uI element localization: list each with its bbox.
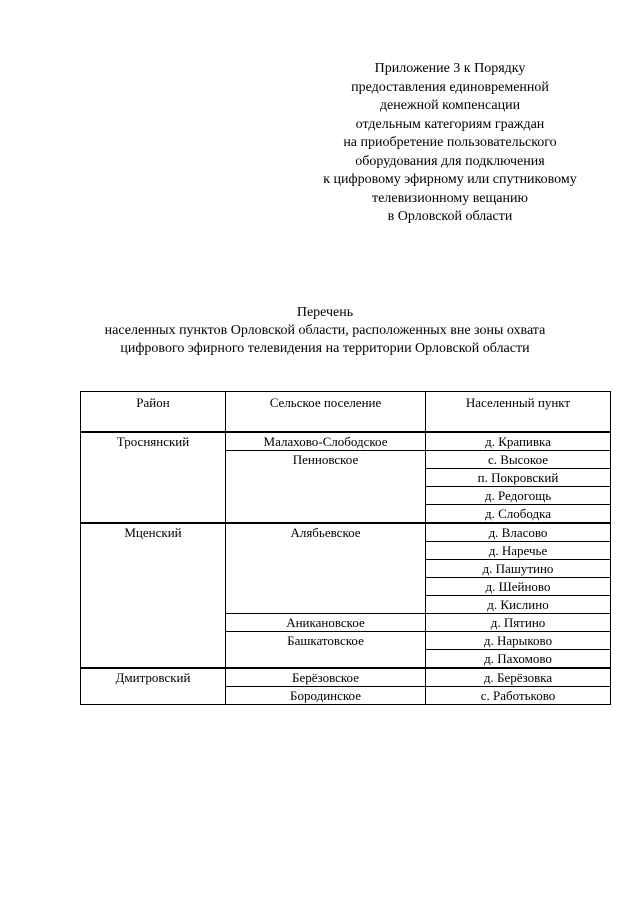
appendix-line: предоставления единовременной [351, 79, 549, 95]
appendix-line: денежной компенсации [379, 98, 521, 113]
document-title: Перечень [296, 305, 354, 320]
table-row [81, 523, 611, 542]
column-header-locality: Населенный пункт [426, 392, 611, 433]
document-heading [40, 304, 610, 358]
district-cell: Троснянский [81, 432, 226, 523]
appendix-line: отдельным категориям граждан [355, 116, 545, 132]
settlement-cell: Алябьевское [226, 523, 426, 614]
column-header-district: Район [81, 392, 226, 433]
settlement-cell: Берёзовское [226, 668, 426, 687]
settlement-cell: Аникановское [226, 614, 426, 632]
locality-cell: д. Наречье [426, 542, 611, 560]
locality-cell: д. Крапивка [426, 432, 611, 451]
locality-cell: д. Шейново [426, 578, 611, 596]
appendix-note [300, 60, 600, 227]
appendix-line: Приложение 3 к Порядку [374, 61, 526, 76]
table-body [81, 432, 611, 705]
locality-cell: с. Работьково [426, 687, 611, 705]
table-row [81, 668, 611, 687]
table-header-row [81, 392, 611, 433]
locality-cell: д. Кислино [426, 596, 611, 614]
locality-cell: д. Берёзовка [426, 668, 611, 687]
settlement-cell: Башкатовское [226, 632, 426, 669]
document-subtitle-line: цифрового эфирного телевидения на территории Орловской области [120, 341, 530, 356]
appendix-line: на приобретение пользовательского [343, 135, 557, 150]
settlement-cell: Пенновское [226, 451, 426, 524]
appendix-line: телевизионному вещанию [372, 190, 528, 206]
district-cell: Мценский [81, 523, 226, 668]
locality-cell: д. Редогощь [426, 487, 611, 505]
locality-cell: д. Пятино [426, 614, 611, 632]
locality-cell: д. Пашутино [426, 560, 611, 578]
locality-cell: д. Власово [426, 523, 611, 542]
locality-cell: д. Нарыково [426, 632, 611, 650]
table-row [81, 432, 611, 451]
appendix-line: к цифровому эфирному или спутниковому [323, 172, 577, 187]
locality-cell: п. Покровский [426, 469, 611, 487]
appendix-line: в Орловской области [387, 209, 513, 224]
district-cell: Дмитровский [81, 668, 226, 705]
locality-cell: с. Высокое [426, 451, 611, 469]
appendix-line: оборудования для подключения [355, 153, 545, 169]
locality-cell: д. Пахомово [426, 650, 611, 669]
localities-table [80, 391, 611, 705]
settlement-cell: Малахово-Слободское [226, 432, 426, 451]
settlement-cell: Бородинское [226, 687, 426, 705]
column-header-settlement: Сельское поселение [226, 392, 426, 433]
locality-cell: д. Слободка [426, 505, 611, 524]
document-subtitle-line: населенных пунктов Орловской области, расположенных вне зоны охвата [104, 323, 546, 338]
